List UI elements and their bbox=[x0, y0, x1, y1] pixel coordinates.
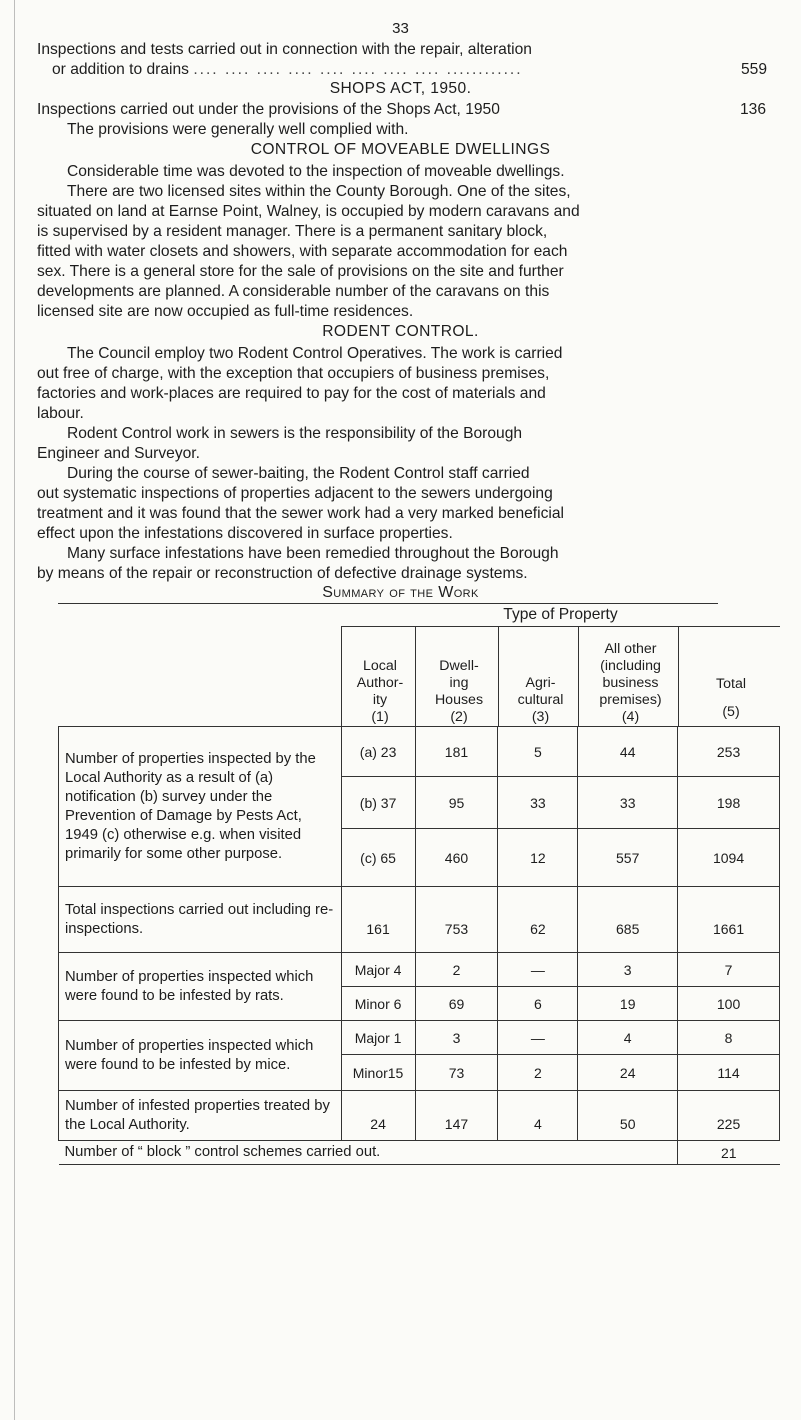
row-label-treated: Number of infested properties treated by the Local Authority. bbox=[59, 1091, 342, 1141]
rodent-line-0: The Council employ two Rodent Control Operatives. The work is carried bbox=[67, 345, 563, 362]
drains-value: 559 bbox=[741, 61, 768, 78]
drains-label: or addition to drains bbox=[52, 61, 189, 78]
rodent-line-9: effect upon the infestations discovered in surface properties. bbox=[37, 525, 453, 542]
col-total: Total (5) bbox=[716, 676, 746, 720]
moveable-line-3: is supervised by a resident manager. There is a permanent sanitary block, bbox=[37, 223, 548, 240]
summary-heading: Summary of the Work bbox=[322, 584, 479, 601]
table-row: Total inspections carried out including re-inspections. 161 753 62 685 1661 bbox=[59, 887, 780, 953]
drains-leaders: .... .... .... .... .... .... .... .... ............ bbox=[193, 61, 523, 78]
col-agricultural: Agri- cultural (3) bbox=[517, 675, 564, 725]
col-local-authority: Local Author- ity (1) bbox=[356, 658, 404, 725]
moveable-line-5: sex. There is a general store for the sale of provisions on the site and further bbox=[37, 263, 564, 280]
rodent-line-6: During the course of sewer-baiting, the Rodent Control staff carried bbox=[67, 465, 530, 482]
moveable-line-2: situated on land at Earnse Point, Walney, is occupied by modern caravans and bbox=[37, 203, 580, 220]
scan-edge-line bbox=[14, 0, 15, 1420]
shops-heading: SHOPS ACT, 1950. bbox=[329, 80, 472, 97]
rodent-line-5: Engineer and Surveyor. bbox=[37, 445, 200, 462]
table-row bbox=[59, 1141, 780, 1165]
moveable-line-7: licensed site are now occupied as full-time residences. bbox=[37, 303, 414, 320]
rodent-heading: RODENT CONTROL. bbox=[322, 323, 479, 340]
table-row: (c) 65 460 12 557 1094 bbox=[59, 829, 780, 887]
table-row: Number of properties inspected which were found to be infested by rats. Major 4 2 — 3 7 bbox=[59, 953, 780, 987]
moveable-line-1: There are two licensed sites within the County Borough. One of the sites, bbox=[67, 183, 571, 200]
shops-line: Inspections carried out under the provisions of the Shops Act, 1950 bbox=[37, 101, 500, 118]
moveable-heading: CONTROL OF MOVEABLE DWELLINGS bbox=[250, 141, 551, 158]
row-label-rats: Number of properties inspected which were found to be infested by rats. bbox=[59, 953, 342, 1021]
row-label-inspected: Number of properties inspected by the Local Authority as a result of (a) notification (b) survey under the Prevention of Damage by Pests Act, 1949 (c) otherwise e.g. when visited primarily for some other purpose. bbox=[59, 727, 342, 887]
table-row: Minor 6 69 6 19 100 bbox=[59, 987, 780, 1021]
rodent-line-2: factories and work-places are required to pay for the cost of materials and bbox=[37, 385, 546, 402]
table-row: Minor15 73 2 24 114 bbox=[59, 1055, 780, 1091]
rodent-line-7: out systematic inspections of properties adjacent to the sewers undergoing bbox=[37, 485, 553, 502]
shops-value: 136 bbox=[740, 101, 767, 118]
col-all-other: All other (including business premises) (4) bbox=[599, 641, 662, 725]
summary-table bbox=[58, 726, 780, 1165]
table-row: Number of properties inspected by the Local Authority as a result of (a) notification (b) survey under the Prevention of Damage by Pests Act, 1949 (c) otherwise e.g. when visited primarily for some other purpose. (a) 23 181 5 44 253 bbox=[59, 727, 780, 777]
block-schemes-value: 21 bbox=[678, 1141, 780, 1165]
moveable-line-4: fitted with water closets and showers, with separate accommodation for each bbox=[37, 243, 568, 260]
col-dwelling-houses: Dwell- ing Houses (2) bbox=[434, 658, 484, 725]
rodent-line-8: treatment and it was found that the sewer work had a very marked beneficial bbox=[37, 505, 564, 522]
rodent-line-3: labour. bbox=[37, 405, 84, 422]
rodent-line-10: Many surface infestations have been remedied throughout the Borough bbox=[67, 545, 559, 562]
rodent-line-1: out free of charge, with the exception that occupiers of business premises, bbox=[37, 365, 550, 382]
rodent-line-4: Rodent Control work in sewers is the responsibility of the Borough bbox=[67, 425, 523, 442]
summary-table-header bbox=[58, 604, 780, 726]
page-number: 33 bbox=[392, 20, 409, 37]
type-of-property-heading: Type of Property bbox=[503, 606, 618, 623]
table-row: Number of properties inspected which were found to be infested by mice. Major 1 3 — 4 8 bbox=[59, 1021, 780, 1055]
table-row: (b) 37 95 33 33 198 bbox=[59, 777, 780, 829]
table-row: Number of infested properties treated by the Local Authority. 24 147 4 50 225 bbox=[59, 1091, 780, 1141]
drains-line-1: Inspections and tests carried out in connection with the repair, alteration bbox=[37, 41, 532, 58]
moveable-line-0: Considerable time was devoted to the inspection of moveable dwellings. bbox=[67, 163, 565, 180]
row-label-total: Total inspections carried out including re-inspections. bbox=[59, 887, 342, 953]
row-label-mice: Number of properties inspected which were found to be infested by mice. bbox=[59, 1021, 342, 1091]
moveable-line-6: developments are planned. A considerable number of the caravans on this bbox=[37, 283, 550, 300]
rodent-line-11: by means of the repair or reconstruction of defective drainage systems. bbox=[37, 565, 528, 582]
drains-line-2 bbox=[52, 60, 523, 79]
shops-note: The provisions were generally well complied with. bbox=[67, 121, 409, 138]
row-label-block-schemes: Number of “ block ” control schemes carried out. bbox=[59, 1141, 678, 1165]
